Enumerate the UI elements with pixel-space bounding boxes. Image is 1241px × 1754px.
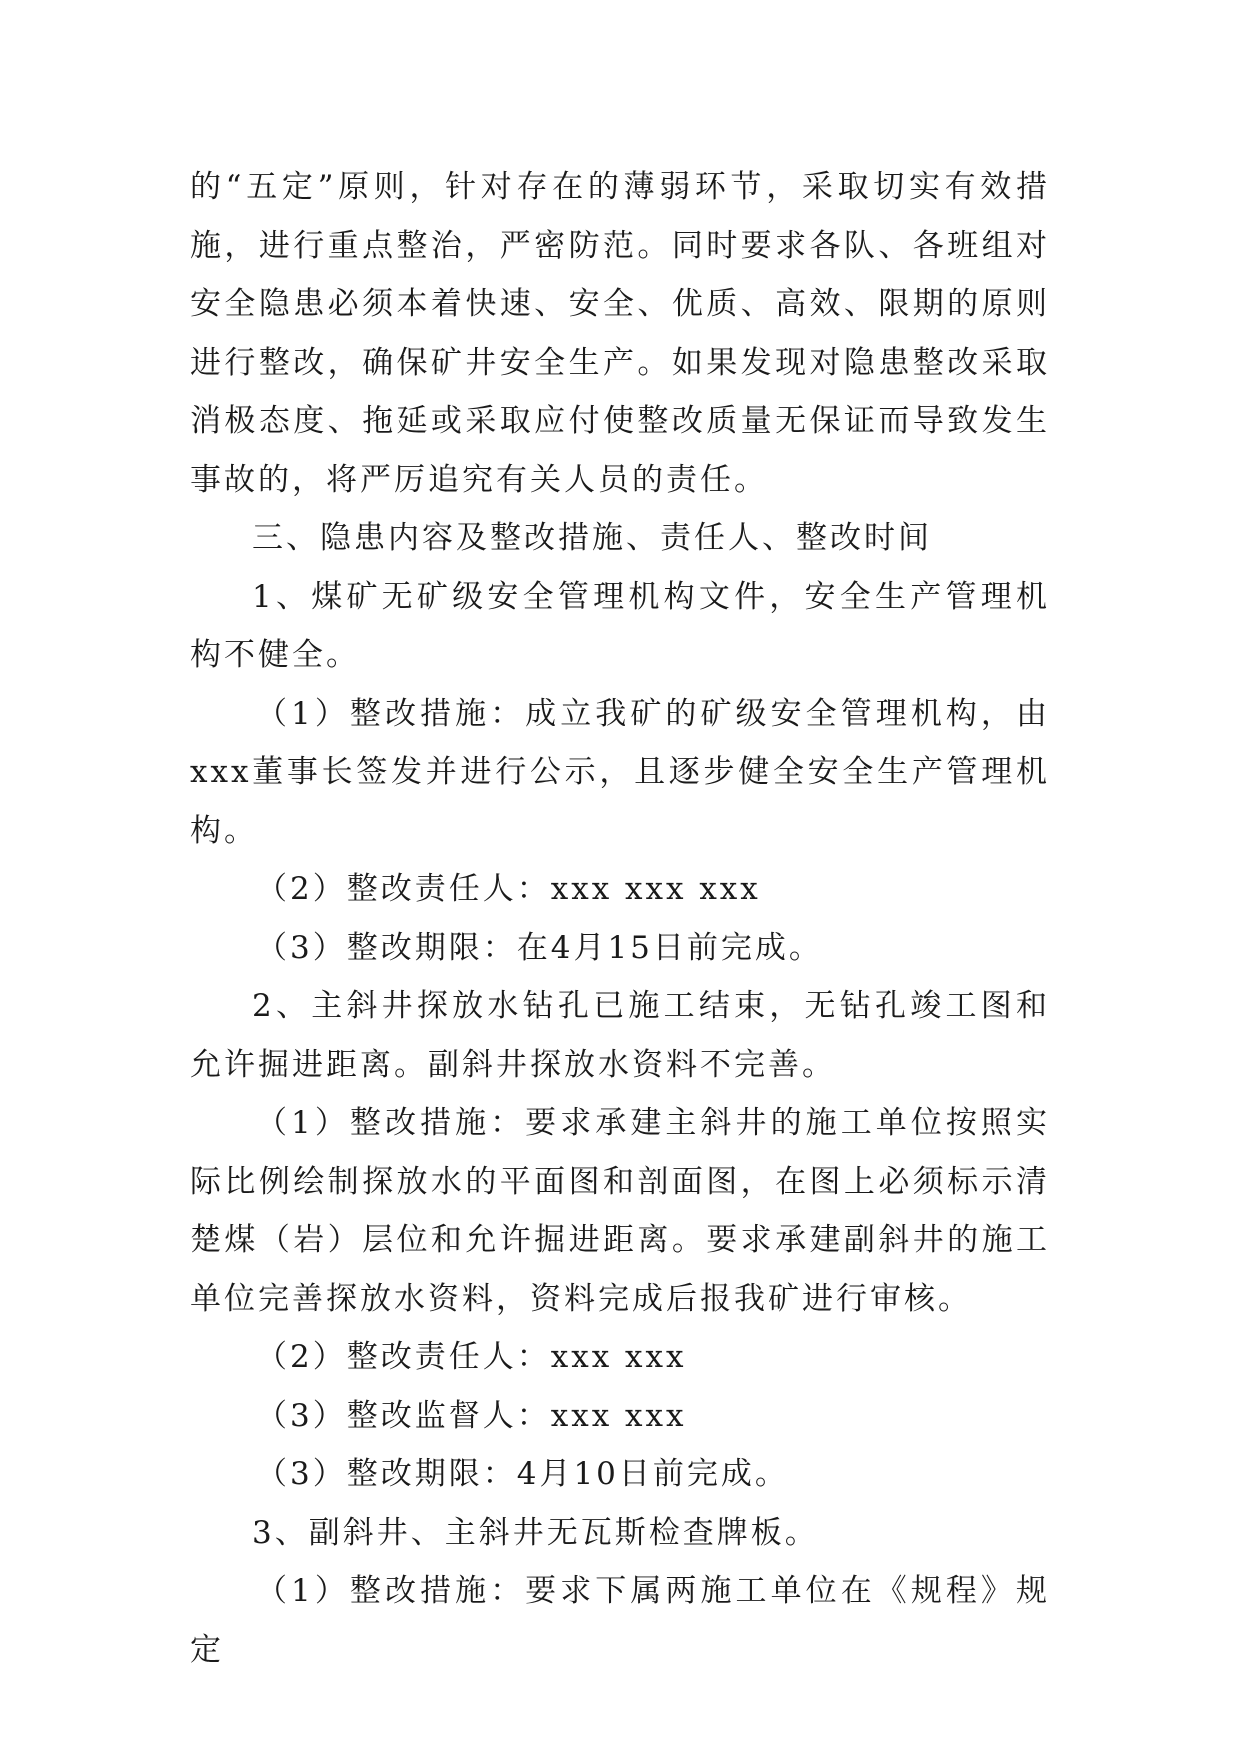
item-1-responsible: （2）整改责任人：xxx xxx xxx — [256, 871, 761, 907]
document-body — [190, 158, 1050, 1679]
item-1-measures: （1）整改措施：成立我矿的矿级安全管理机构，由xxx董事长签发并进行公示，且逐步健全安全生产管理机构。 — [190, 695, 1050, 849]
item-3-title: 3、副斜井、主斜井无瓦斯检查牌板。 — [252, 1514, 819, 1551]
item-2-title: 2、主斜井探放水钻孔已施工结束，无钻孔竣工图和允许掘进距离。副斜井探放水资料不完善。 — [190, 988, 1050, 1083]
paragraph-principles: 的“五定”原则，针对存在的薄弱环节，采取切实有效措施，进行重点整治，严密防范。同时要求各队、各班组对安全隐患必须本着快速、安全、优质、高效、限期的原则进行整改，确保矿井安全生产。如果发现对隐患整改采取消极态度、拖延或采取应付使整改质量无保证而导致发生事故的，将严厉追究有关人员的责任。 — [190, 169, 1050, 498]
section-heading-hazards: 三、隐患内容及整改措施、责任人、整改时间 — [252, 520, 932, 556]
item-1-deadline: （3）整改期限：在4月15日前完成。 — [256, 929, 823, 966]
item-3-measures: （1）整改措施：要求下属两施工单位在《规程》规定 — [190, 1573, 1050, 1668]
item-2-deadline: （3）整改期限：4月10日前完成。 — [256, 1456, 789, 1492]
item-2-supervisor: （3）整改监督人：xxx xxx — [256, 1397, 687, 1434]
item-2-measures: （1）整改措施：要求承建主斜井的施工单位按照实际比例绘制探放水的平面图和剖面图，在图上必须标示清楚煤（岩）层位和允许掘进距离。要求承建副斜井的施工单位完善探放水资料，资料完成后报我矿进行审核。 — [190, 1105, 1050, 1317]
item-2-responsible: （2）整改责任人：xxx xxx — [256, 1339, 687, 1375]
item-1-title: 1、煤矿无矿级安全管理机构文件，安全生产管理机构不健全。 — [190, 578, 1050, 673]
